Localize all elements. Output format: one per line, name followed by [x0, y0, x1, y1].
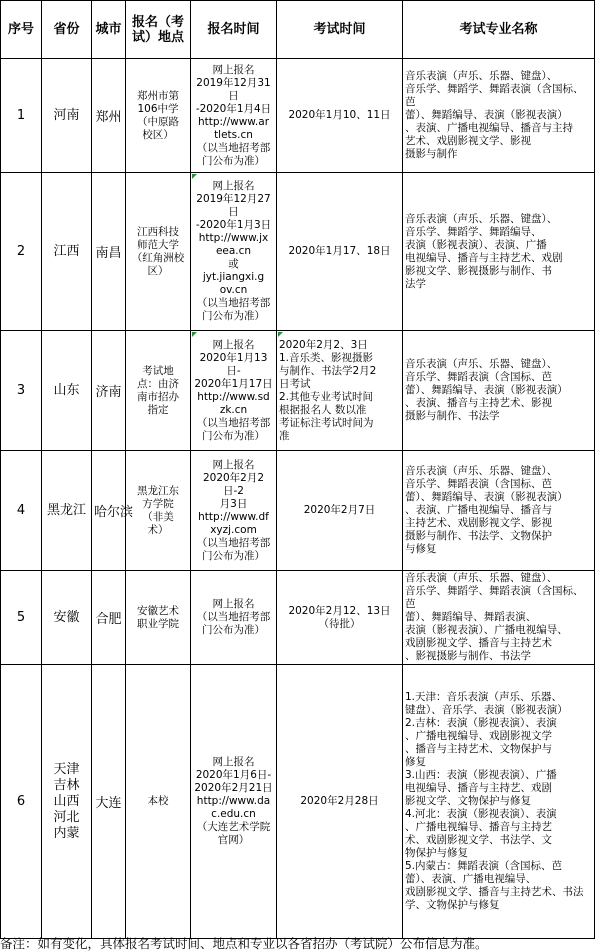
table-row — [1, 59, 595, 173]
header-majors: 考试专业名称 — [403, 1, 595, 59]
majors-line: 音乐表演（声乐、乐器、键盘）、 — [405, 572, 558, 584]
majors-line: 表演（影视表演）、表演、广播 — [405, 238, 547, 251]
city-cell: 哈尔滨 — [92, 451, 126, 571]
location-cell — [126, 451, 191, 571]
registration-line: http://www.jx — [198, 232, 269, 244]
exam-time-line: 1.音乐类、影视摄影 — [279, 351, 374, 364]
majors-line: 摄影与制作、书法学 — [405, 410, 500, 422]
registration-cell — [191, 173, 277, 331]
registration-line: （以当地招考部 — [196, 297, 271, 309]
location-cell — [126, 173, 191, 331]
registration-line: 网上报名 — [212, 63, 255, 76]
registration-line: 2020年1月13日- — [199, 351, 268, 377]
registration-line: http://www.ar — [197, 115, 270, 128]
majors-line: 音乐表演（声乐、乐器、键盘）、 — [405, 212, 558, 225]
province-name: 内蒙 — [53, 825, 80, 841]
province-name: 天津 — [53, 761, 80, 777]
exam-time-line: 2020年2月12、13日 — [288, 604, 391, 617]
registration-line: eea.cn — [215, 245, 252, 257]
majors-line: 、广播电视编导、戏剧影视文学 — [405, 730, 552, 742]
majors-cell — [403, 59, 595, 173]
registration-cell — [191, 451, 277, 571]
location-line: （中原路 — [137, 115, 179, 128]
location-line: （红角洲校 — [131, 251, 185, 264]
registration-line: 网上报名 — [212, 598, 255, 610]
majors-line: 摄影与制作、书法学、文物保护 — [405, 530, 552, 542]
majors-line: 蕾）、舞蹈编导、表演（影视表演） — [405, 109, 568, 121]
location-line: 南市招办 — [137, 390, 179, 403]
majors-line: 蕾）、舞蹈编导、舞蹈表演、 — [405, 611, 537, 623]
majors-line: 音乐学、舞蹈学、舞蹈表演（含国标、芭 — [405, 585, 584, 610]
city-cell: 合肥 — [92, 571, 126, 665]
cell-comment-marker — [192, 332, 197, 337]
registration-line: xyzj.com — [210, 523, 257, 536]
exam-time-line: 2020年1月10、11日 — [288, 109, 391, 121]
header-row — [1, 1, 595, 59]
province-name: 安徽 — [53, 609, 80, 625]
registration-line: 官网） — [217, 834, 250, 846]
registration-line: -2020年1月4日 — [195, 102, 272, 115]
city-cell: 南昌 — [92, 173, 126, 331]
footnote: 备注：如有变化，具体报名考试时间、地点和专业以各省招办（考试院）公布信息为准。 — [0, 936, 488, 951]
row-number: 5 — [1, 571, 42, 665]
header-province: 省份 — [42, 1, 92, 59]
majors-line: 4.河北：表演（影视表演）、表演 — [405, 808, 557, 820]
majors-line: 1.天津：音乐表演（声乐、乐器、 — [405, 691, 563, 703]
registration-line: tlets.cn — [214, 128, 253, 141]
registration-line: 门公布为准） — [202, 549, 265, 562]
registration-line: （以当地招考部 — [196, 416, 271, 429]
exam-time-line: 根据报名人 数以准 — [279, 403, 367, 416]
registration-line: zk.cn — [219, 403, 248, 416]
location-line: 江西科技 — [137, 225, 179, 238]
majors-line: 音乐学、舞蹈表演（含国标、芭 — [405, 478, 552, 490]
majors-line: 、影视摄影与制作、书法学 — [405, 650, 531, 662]
city-cell: 郑州 — [92, 59, 126, 173]
province-name: 江西 — [53, 243, 80, 259]
majors-line: 、表演、广播电视编导、播音与 — [405, 504, 552, 516]
majors-line: 、表演、广播电视编导、播音与主持 — [405, 122, 573, 134]
exam-time-line: 2020年2月2、3日 — [279, 338, 368, 351]
registration-line: http://www.sd — [197, 390, 270, 403]
location-line: 职业学院 — [137, 617, 179, 630]
registration-line: 网上报名 — [212, 756, 255, 768]
header-location: 报名（考试）地点 — [126, 1, 191, 59]
registration-line: 或 — [228, 258, 239, 270]
exam-time-cell — [277, 173, 403, 331]
location-line: 区） — [147, 264, 169, 277]
exam-time-cell — [277, 59, 403, 173]
majors-line: 法学 — [405, 277, 426, 290]
registration-line: 2020年2月21日 — [194, 782, 273, 794]
exam-time-line: 考证标注考试时间为 — [279, 416, 374, 429]
exam-time-cell — [277, 451, 403, 571]
majors-line: 戏剧影视文学、播音与主持艺术、书法 — [405, 886, 584, 898]
registration-line: （以当地招考部 — [196, 536, 271, 549]
location-line: 师范大学 — [137, 238, 179, 251]
city-cell: 大连 — [92, 665, 126, 939]
registration-line: c.edu.cn — [211, 808, 256, 820]
majors-line: 2.吉林：表演（影视表演）、表演 — [405, 717, 557, 729]
exam-time-line: 2.其他专业考试时间 — [279, 390, 374, 403]
city-cell: 济南 — [92, 331, 126, 451]
registration-line: 网上报名 — [212, 180, 255, 192]
location-line: 方学院 — [142, 497, 174, 510]
registration-line: 门公布为准） — [202, 310, 265, 322]
majors-cell — [403, 331, 595, 451]
majors-line: 物保护与修复 — [405, 847, 468, 859]
registration-cell — [191, 59, 277, 173]
registration-line: 2020年1月17日 — [194, 377, 273, 390]
majors-line: 修复 — [405, 756, 426, 768]
majors-line: 蕾）、表演、广播电视编导、 — [405, 873, 537, 885]
registration-line: 2019年12月27日 — [196, 193, 271, 218]
location-line: 考试地 — [142, 364, 174, 377]
majors-cell — [403, 173, 595, 331]
location-line: 106中学 — [137, 102, 179, 115]
majors-line: 主持艺术、戏剧影视文学、影视 — [405, 517, 552, 529]
registration-line: 门公布为准） — [202, 429, 265, 442]
location-line: 指定 — [147, 403, 169, 416]
exam-time-line: 准 — [279, 429, 290, 442]
majors-line: 蕾）、舞蹈编导、表演（影视表演） — [405, 384, 568, 396]
majors-line: 影视文学、文物保护与修复 — [405, 795, 531, 807]
location-cell — [126, 331, 191, 451]
exam-time-cell — [277, 571, 403, 665]
location-line: 郑州市第 — [137, 89, 179, 102]
majors-line: 戏剧影视文学、播音与主持艺术 — [405, 637, 552, 649]
majors-line: 键盘）、音乐学、表演（影视表演） — [405, 704, 568, 716]
majors-line: 蕾）、舞蹈编导、表演（影视表演） — [405, 491, 568, 503]
registration-line: 门公布为准） — [202, 154, 265, 167]
location-line: 本校 — [147, 795, 169, 807]
cell-comment-marker — [278, 332, 283, 337]
majors-line: 音乐学、舞蹈学、舞蹈编导、 — [405, 225, 542, 238]
majors-cell — [403, 665, 595, 939]
location-line: 点：由济 — [137, 377, 179, 390]
province-name: 吉林 — [53, 777, 80, 793]
province-cell — [42, 331, 92, 451]
majors-line: 、播音与主持艺术、文物保护与 — [405, 743, 552, 755]
majors-cell — [403, 571, 595, 665]
registration-cell — [191, 665, 277, 939]
majors-line: 音乐表演（声乐、乐器、键盘）、 — [405, 70, 558, 82]
cell-comment-marker — [192, 174, 197, 179]
header-city: 城市 — [92, 1, 126, 59]
province-cell — [42, 59, 92, 173]
header-exam-time: 考试时间 — [277, 1, 403, 59]
registration-cell — [191, 331, 277, 451]
location-line: 安徽艺术 — [137, 604, 179, 617]
majors-line: 摄影与制作 — [405, 148, 458, 160]
province-name: 山西 — [53, 793, 80, 809]
registration-line: 月3日 — [219, 497, 248, 510]
majors-line: 音乐学、舞蹈学、舞蹈表演（含国标、芭 — [405, 83, 584, 108]
registration-line: 2020年1月6日- — [195, 769, 272, 781]
majors-line: 与修复 — [405, 543, 437, 555]
majors-line: 音乐学、舞蹈表演（含国标、芭 — [405, 371, 552, 383]
majors-line: 、表演、播音与主持艺术、影视 — [405, 397, 552, 409]
location-cell — [126, 571, 191, 665]
table-row — [1, 665, 595, 939]
table-row — [1, 571, 595, 665]
location-cell — [126, 59, 191, 173]
majors-line: 5.内蒙古：舞蹈表演（含国标、芭 — [405, 860, 563, 872]
majors-line: 电视编导、播音与主持艺、戏剧 — [405, 782, 552, 794]
province-name: 黑龙江 — [46, 502, 86, 518]
exam-time-line: 与制作、书法学2月2 — [279, 364, 377, 377]
registration-line: 网上报名 — [212, 458, 255, 471]
location-cell — [126, 665, 191, 939]
province-name: 山东 — [53, 382, 80, 398]
registration-line: http://www.df — [198, 510, 269, 523]
exam-time-line: 2020年2月7日 — [303, 504, 376, 516]
registration-line: ov.cn — [219, 284, 248, 296]
location-line: 黑龙江东 — [137, 484, 179, 497]
row-number: 1 — [1, 59, 42, 173]
majors-line: 音乐表演（声乐、乐器、键盘）、 — [405, 358, 558, 370]
registration-line: -2020年1月3日 — [195, 219, 272, 231]
registration-line: http://www.da — [196, 795, 271, 807]
registration-cell — [191, 571, 277, 665]
majors-line: 、广播电视编导、播音与主持艺 — [405, 821, 552, 833]
location-line: 校区） — [142, 128, 174, 141]
exam-time-line: （待批） — [318, 617, 361, 630]
province-cell — [42, 665, 92, 939]
majors-line: 表演（影视表演）、广播电视编导、 — [405, 624, 568, 636]
province-cell — [42, 173, 92, 331]
row-number: 6 — [1, 665, 42, 939]
majors-line: 电视编导、播音与主持艺术、戏剧 — [405, 251, 563, 264]
registration-line: 2019年12月31日 — [196, 76, 271, 102]
row-number: 3 — [1, 331, 42, 451]
exam-time-line: 日考试 — [279, 377, 311, 390]
row-number: 2 — [1, 173, 42, 331]
majors-line: 术、戏剧影视文学、书法学、文 — [405, 834, 552, 846]
location-line: 术） — [147, 523, 169, 536]
table-row — [1, 451, 595, 571]
province-name: 河北 — [53, 809, 80, 825]
registration-line: （以当地招考部 — [196, 611, 271, 623]
exam-time-cell — [277, 331, 403, 451]
majors-line: 音乐表演（声乐、乐器、键盘）、 — [405, 465, 558, 477]
table-row — [1, 173, 595, 331]
majors-line: 3.山西：表演（影视表演）、广播 — [405, 769, 557, 781]
header-registration-time: 报名时间 — [191, 1, 277, 59]
registration-line: （大连艺术学院 — [196, 821, 271, 833]
exam-time-line: 2020年1月17、18日 — [288, 245, 391, 257]
registration-line: （以当地招考部 — [196, 141, 271, 154]
province-name: 河南 — [53, 107, 80, 123]
location-line: （非美 — [142, 510, 174, 523]
majors-cell — [403, 451, 595, 571]
exam-time-cell — [277, 665, 403, 939]
row-number: 4 — [1, 451, 42, 571]
registration-line: 2020年2月2日-2 — [202, 471, 265, 497]
majors-line: 学、文物保护与修复 — [405, 899, 500, 911]
majors-line: 艺术、戏剧影视文学、影视 — [405, 135, 531, 147]
registration-line: jyt.jiangxi.g — [202, 271, 265, 283]
registration-line: 门公布为准） — [202, 624, 265, 636]
table-row — [1, 331, 595, 451]
registration-line: 网上报名 — [212, 338, 255, 351]
province-cell — [42, 451, 92, 571]
header-no: 序号 — [1, 1, 42, 59]
exam-time-line: 2020年2月28日 — [300, 795, 379, 807]
province-cell — [42, 571, 92, 665]
majors-line: 影视文学、影视摄影与制作、书 — [405, 264, 552, 277]
